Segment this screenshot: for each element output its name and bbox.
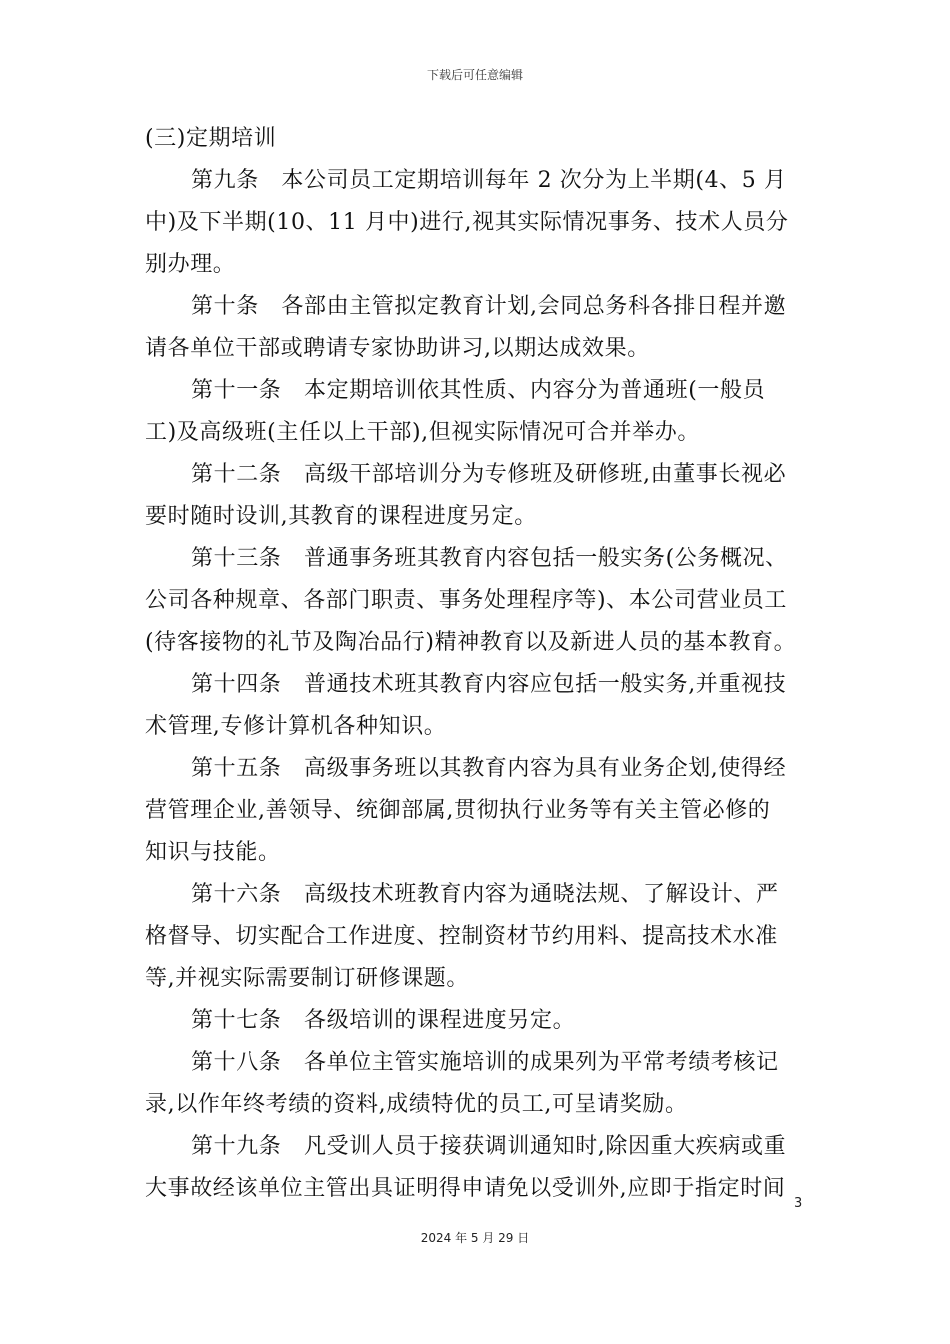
document-line: 第九条 本公司员工定期培训每年 2 次分为上半期(4、5 月 xyxy=(191,168,787,193)
document-line: 第十七条 各级培训的课程进度另定。 xyxy=(191,1008,576,1033)
document-line: 第十九条 凡受训人员于接获调训通知时,除因重大疾病或重 xyxy=(191,1134,787,1159)
document-line: 等,并视实际需要制订研修课题。 xyxy=(145,966,469,991)
document-line: 中)及下半期(10、11 月中)进行,视其实际情况事务、技术人员分 xyxy=(145,210,789,235)
document-line: 大事故经该单位主管出具证明得申请免以受训外,应即于指定时间 xyxy=(145,1176,786,1201)
document-line: 第十八条 各单位主管实施培训的成果列为平常考绩考核记 xyxy=(191,1050,779,1075)
page-number: 3 xyxy=(794,1196,803,1211)
header-note: 下载后可任意编辑 xyxy=(426,68,523,82)
document-line: 格督导、切实配合工作进度、控制资材节约用料、提高技术水准 xyxy=(145,924,778,949)
document-line: (待客接物的礼节及陶冶品行)精神教育以及新进人员的基本教育。 xyxy=(145,630,797,655)
document-line: 第十三条 普通事务班其教育内容包括一般实务(公务概况、 xyxy=(191,546,788,571)
document-body xyxy=(145,118,810,1210)
document-line: 公司各种规章、各部门职责、事务处理程序等)、本公司营业员工 xyxy=(145,588,787,613)
document-line: 知识与技能。 xyxy=(145,840,281,865)
document-line: 第十六条 高级技术班教育内容为通晓法规、了解设计、严 xyxy=(191,882,779,907)
document-line: 第十一条 本定期培训依其性质、内容分为普通班(一般员 xyxy=(191,378,766,403)
document-line: 术管理,专修计算机各种知识。 xyxy=(145,714,447,739)
document-line: 第十二条 高级干部培训分为专修班及研修班,由董事长视必 xyxy=(191,462,787,487)
document-line: 第十四条 普通技术班其教育内容应包括一般实务,并重视技 xyxy=(191,672,787,697)
document-line: 营管理企业,善领导、统御部属,贯彻执行业务等有关主管必修的 xyxy=(145,798,771,823)
document-line: 第十条 各部由主管拟定教育计划,会同总务科各排日程并邀 xyxy=(191,294,787,319)
document-line: 要时随时设训,其教育的课程进度另定。 xyxy=(145,504,537,529)
page-footer xyxy=(0,1229,950,1246)
page-header xyxy=(0,66,950,83)
footer-date: 2024 年 5 月 29 日 xyxy=(420,1231,530,1245)
document-line: 请各单位干部或聘请专家协助讲习,以期达成效果。 xyxy=(145,336,650,361)
document-line: 第十五条 高级事务班以其教育内容为具有业务企划,使得经 xyxy=(191,756,787,781)
document-line: 录,以作年终考绩的资料,成绩特优的员工,可呈请奖励。 xyxy=(145,1092,688,1117)
document-line: (三)定期培训 xyxy=(145,126,277,151)
document-line: 别办理。 xyxy=(145,252,236,277)
document-line: 工)及高级班(主任以上干部),但视实际情况可合并举办。 xyxy=(145,420,700,445)
